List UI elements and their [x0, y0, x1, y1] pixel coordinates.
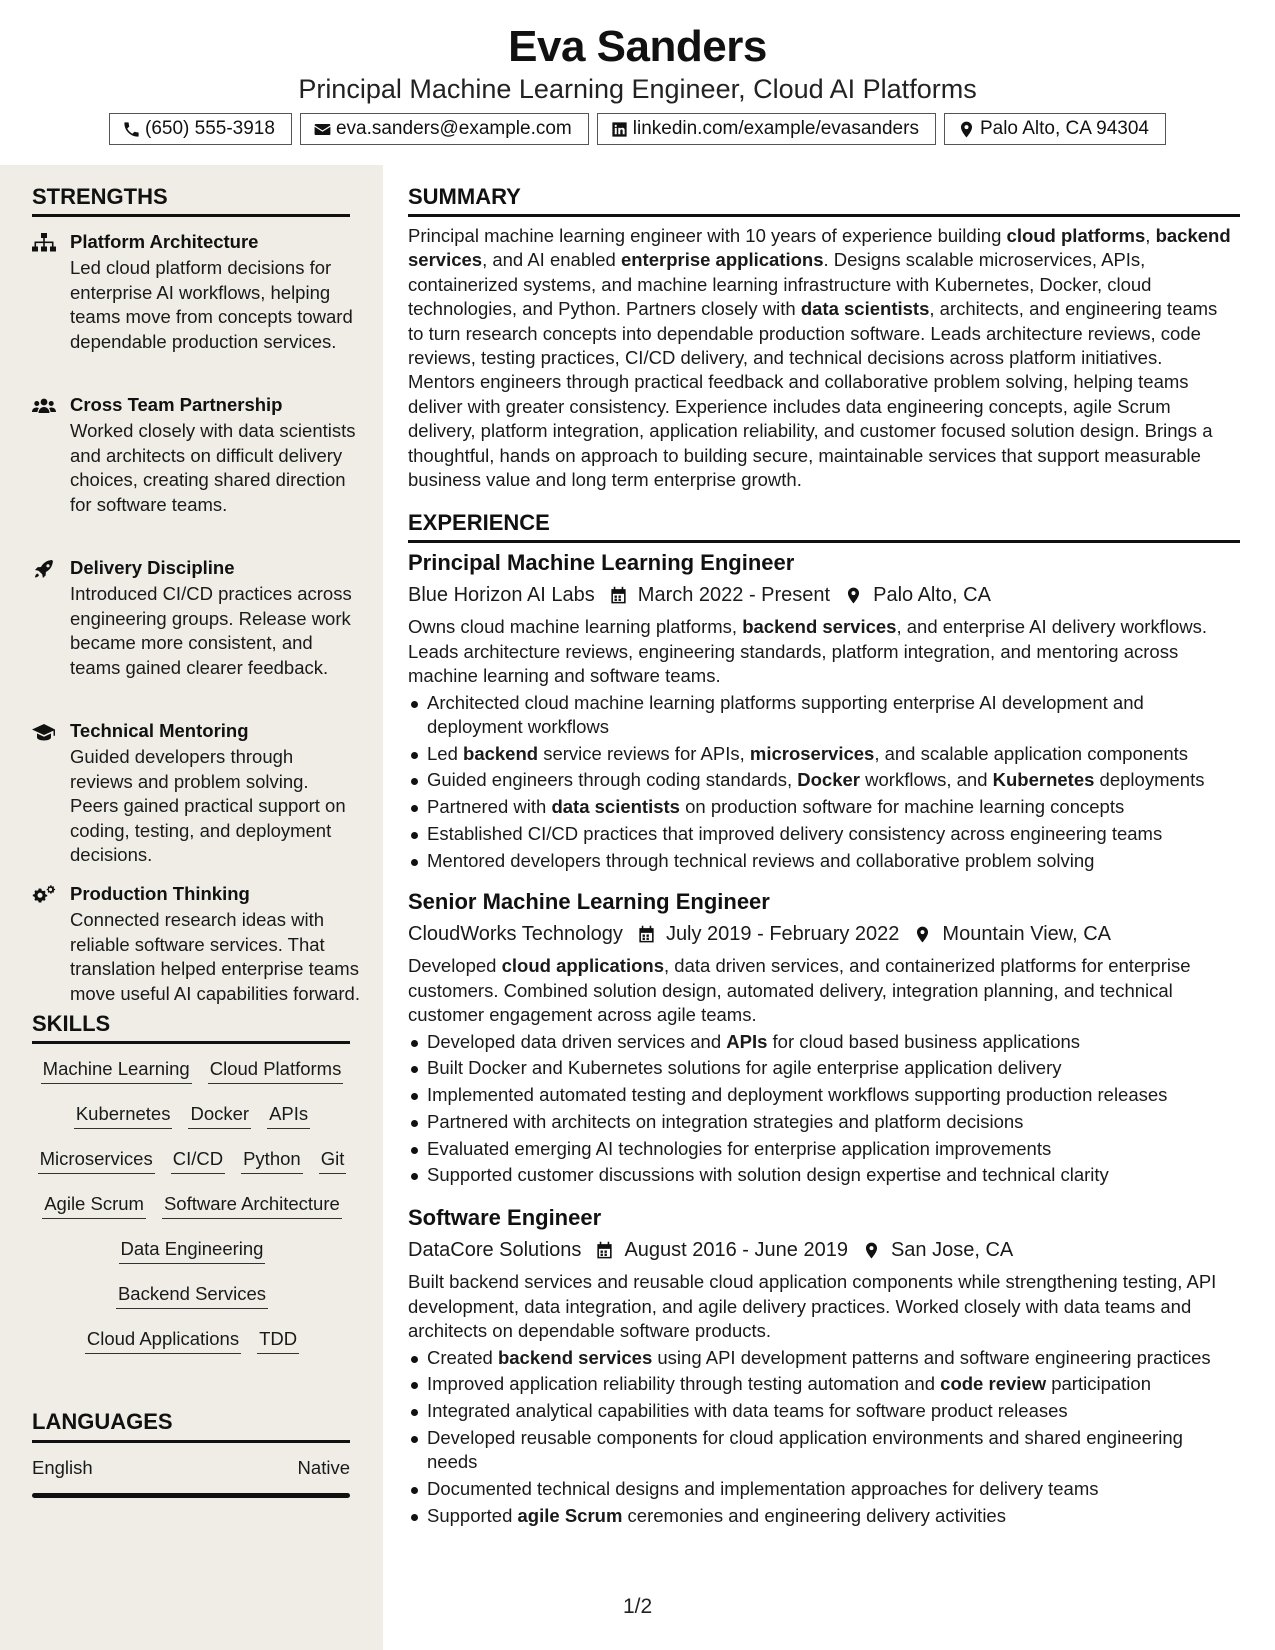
map-pin-icon — [913, 925, 932, 944]
skill-tag: Docker — [188, 1103, 251, 1129]
skill-tag: Software Architecture — [162, 1193, 342, 1219]
map-pin-icon — [957, 120, 976, 139]
language-row — [32, 1457, 350, 1479]
skills-row — [32, 1103, 352, 1129]
contact-location-text: Palo Alto, CA 94304 — [979, 118, 1149, 139]
contact-email[interactable] — [300, 113, 589, 145]
job-entry — [408, 550, 1233, 876]
language-name: English — [32, 1457, 93, 1478]
candidate-name: Eva Sanders — [508, 22, 767, 71]
strength-title: Platform Architecture — [70, 231, 259, 252]
bullet-item: Partnered with architects on integration strategies and platform decisions — [408, 1110, 1233, 1134]
job-entry — [408, 1205, 1233, 1531]
summary-divider — [408, 214, 1240, 217]
phone-icon — [122, 120, 141, 139]
users-icon — [32, 396, 56, 416]
bullet-item: Established CI/CD practices that improved delivery consistency across engineering teams — [408, 822, 1233, 846]
gears-icon — [32, 885, 56, 905]
skills-row — [32, 1058, 352, 1084]
skills-row — [32, 1328, 352, 1354]
calendar-icon — [637, 925, 656, 944]
strength-desc: Introduced CI/CD practices across engineering groups. Release work became more consistent, and teams gained clearer feedback. — [70, 583, 352, 678]
emphasized-text: microservices — [749, 742, 875, 764]
job-meta — [408, 1235, 1233, 1266]
emphasized-text: Docker — [797, 769, 860, 791]
job-company: CloudWorks Technology — [408, 923, 623, 945]
strength-title: Cross Team Partnership — [70, 394, 283, 415]
skill-tag: TDD — [257, 1328, 299, 1354]
summary-text: Principal machine learning engineer with 10 years of experience building cloud platforms, backend services, and AI enabled enterprise applications. Designs scalable microservices, APIs, containerized systems, and machine learning infrastructure with Kubernetes, Docker, cloud technologies, and Python. Partners closely with data scientists, architects, and engineering teams to turn research concepts into dependable production software. Leads architecture reviews, code reviews, testing practices, CI/CD delivery, and technical decisions across platform initiatives. Mentors engineers through practical feedback and collaborative problem solving, helping teams deliver with greater consistency. Experience includes data engineering concepts, agile Scrum delivery, platform integration, application reliability, and customer focused solution design. Brings a thoughtful, hands on approach to building secure, maintainable services that support measurable business value and long term enterprise growth. — [408, 225, 1231, 491]
job-company: DataCore Solutions — [408, 1239, 582, 1261]
strength-title: Production Thinking — [70, 883, 250, 904]
job-meta — [408, 919, 1233, 950]
emphasized-text: enterprise applications — [620, 249, 824, 271]
emphasized-text: backend services — [497, 1346, 653, 1368]
page-number: 1/2 — [623, 1595, 653, 1618]
emphasized-text: backend — [463, 742, 539, 764]
calendar-icon — [595, 1241, 614, 1260]
job-title: Principal Machine Learning Engineer — [408, 550, 795, 575]
strength-title: Delivery Discipline — [70, 557, 235, 578]
map-pin-icon — [844, 586, 863, 605]
bullet-item: Integrated analytical capabilities with data teams for software product releases — [408, 1399, 1233, 1423]
skill-tag: CI/CD — [171, 1148, 225, 1174]
job-meta — [408, 580, 1233, 611]
contact-email-text: eva.sanders@example.com — [335, 118, 572, 139]
skill-tag: Cloud Applications — [85, 1328, 241, 1354]
job-bullets — [408, 691, 1233, 874]
bullet-item: Created backend services using API development patterns and software engineering practices — [408, 1346, 1233, 1370]
job-location: Palo Alto, CA — [873, 584, 991, 606]
job-description: Developed cloud applications, data driven services, and containerized platforms for enterprise customers. Combined solution design, automated delivery, integration planning, and technical customer engagement across agile teams. — [408, 955, 1191, 1025]
job-dates: March 2022 - Present — [637, 584, 831, 606]
job-location: San Jose, CA — [890, 1239, 1014, 1261]
skill-tag: Microservices — [38, 1148, 155, 1174]
emphasized-text: Kubernetes — [992, 769, 1095, 791]
job-entry — [408, 889, 1233, 1190]
skills-row — [32, 1283, 352, 1309]
strengths-divider — [32, 214, 350, 217]
map-pin-icon — [862, 1241, 881, 1260]
bullet-item: Partnered with data scientists on production software for machine learning concepts — [408, 795, 1233, 819]
contact-bar — [0, 113, 1275, 145]
bullet-item: Evaluated emerging AI technologies for enterprise application improvements — [408, 1137, 1233, 1161]
bullet-item: Improved application reliability through testing automation and code review participation — [408, 1372, 1233, 1396]
skill-tag: Cloud Platforms — [208, 1058, 344, 1084]
languages-heading: LANGUAGES — [32, 1409, 173, 1434]
envelope-icon — [313, 120, 332, 139]
skills-row — [32, 1148, 352, 1174]
job-dates: July 2019 - February 2022 — [665, 923, 900, 945]
contact-phone[interactable] — [109, 113, 292, 145]
calendar-icon — [609, 586, 628, 605]
bullet-item: Architected cloud machine learning platforms supporting enterprise AI development and deployment workflows — [408, 691, 1233, 740]
bullet-item: Built Docker and Kubernetes solutions for agile enterprise application delivery — [408, 1056, 1233, 1080]
summary-heading: SUMMARY — [408, 184, 521, 209]
job-description: Built backend services and reusable cloud application components while strengthening testing, API development, data integration, and agile delivery practices. Worked closely with data teams and architects on dependable software products. — [408, 1271, 1217, 1341]
strength-desc: Led cloud platform decisions for enterprise AI workflows, helping teams move from concepts toward dependable production services. — [70, 257, 353, 352]
emphasized-text: backend services — [408, 225, 1231, 271]
bullet-item: Supported agile Scrum ceremonies and engineering delivery activities — [408, 1504, 1233, 1528]
linkedin-icon — [610, 120, 629, 139]
bullet-item: Developed reusable components for cloud application environments and shared engineering needs — [408, 1426, 1233, 1475]
emphasized-text: backend services — [742, 616, 897, 637]
emphasized-text: APIs — [726, 1030, 768, 1052]
strength-desc: Guided developers through reviews and problem solving. Peers gained practical support on coding, testing, and deployment decisions. — [70, 746, 346, 865]
contact-phone-text: (650) 555-3918 — [145, 118, 275, 139]
bullet-item: Guided engineers through coding standards, Docker workflows, and Kubernetes deployments — [408, 768, 1233, 792]
experience-divider — [408, 540, 1240, 543]
emphasized-text: data scientists — [551, 796, 680, 818]
candidate-title: Principal Machine Learning Engineer, Cloud AI Platforms — [298, 74, 977, 104]
skill-tag: Python — [241, 1148, 303, 1174]
skill-tag: Data Engineering — [119, 1238, 266, 1264]
job-dates: August 2016 - June 2019 — [624, 1239, 848, 1261]
job-company: Blue Horizon AI Labs — [408, 584, 595, 606]
skills-row — [32, 1193, 352, 1219]
contact-linkedin[interactable] — [597, 113, 936, 145]
bullet-item: Led backend service reviews for APIs, microservices, and scalable application components — [408, 742, 1233, 766]
sitemap-icon — [32, 233, 56, 253]
bullet-item: Mentored developers through technical reviews and collaborative problem solving — [408, 849, 1233, 873]
strength-desc: Connected research ideas with reliable software services. That translation helped enterprise teams move useful AI capabilities forward. — [70, 909, 360, 1004]
graduation-cap-icon — [32, 722, 56, 742]
strength-desc: Worked closely with data scientists and architects on difficult delivery choices, creating shared direction for software teams. — [70, 420, 356, 515]
skill-tag: Git — [319, 1148, 347, 1174]
job-title: Senior Machine Learning Engineer — [408, 889, 770, 914]
experience-heading: EXPERIENCE — [408, 510, 550, 535]
skills-heading: SKILLS — [32, 1011, 111, 1036]
skills-divider — [32, 1041, 350, 1044]
bullet-item: Supported customer discussions with solution design expertise and technical clarity — [408, 1163, 1233, 1187]
bullet-item: Implemented automated testing and deployment workflows supporting production releases — [408, 1083, 1233, 1107]
skill-tag: Backend Services — [116, 1283, 268, 1309]
job-bullets — [408, 1030, 1233, 1188]
strengths-heading: STRENGTHS — [32, 184, 168, 209]
main-content — [383, 165, 1275, 1650]
skill-tag: APIs — [267, 1103, 310, 1129]
skill-tag: Agile Scrum — [42, 1193, 146, 1219]
job-description: Owns cloud machine learning platforms, backend services, and enterprise AI delivery workflows. Leads architecture reviews, engineering standards, platform integration, and mentoring across machine learning and software teams. — [408, 616, 1207, 686]
emphasized-text: cloud applications — [501, 955, 665, 976]
job-bullets — [408, 1346, 1233, 1529]
skills-row — [32, 1238, 352, 1264]
strength-title: Technical Mentoring — [70, 720, 249, 741]
resume-header — [0, 0, 1275, 165]
skill-tag: Kubernetes — [74, 1103, 173, 1129]
emphasized-text: data scientists — [800, 298, 930, 320]
job-location: Mountain View, CA — [942, 923, 1112, 945]
skill-tag: Machine Learning — [41, 1058, 192, 1084]
language-level: Native — [297, 1457, 350, 1478]
emphasized-text: agile Scrum — [517, 1504, 623, 1526]
emphasized-text: cloud platforms — [1006, 225, 1146, 246]
emphasized-text: code review — [940, 1373, 1047, 1395]
bullet-item: Developed data driven services and APIs for cloud based business applications — [408, 1030, 1233, 1054]
contact-location[interactable] — [944, 113, 1166, 145]
rocket-icon — [32, 559, 56, 579]
job-title: Software Engineer — [408, 1205, 602, 1230]
bullet-item: Documented technical designs and implementation approaches for delivery teams — [408, 1477, 1233, 1501]
language-proficiency-bar — [32, 1493, 350, 1498]
contact-linkedin-text: linkedin.com/example/evasanders — [632, 118, 919, 139]
languages-divider — [32, 1440, 350, 1443]
sidebar — [0, 165, 383, 1650]
